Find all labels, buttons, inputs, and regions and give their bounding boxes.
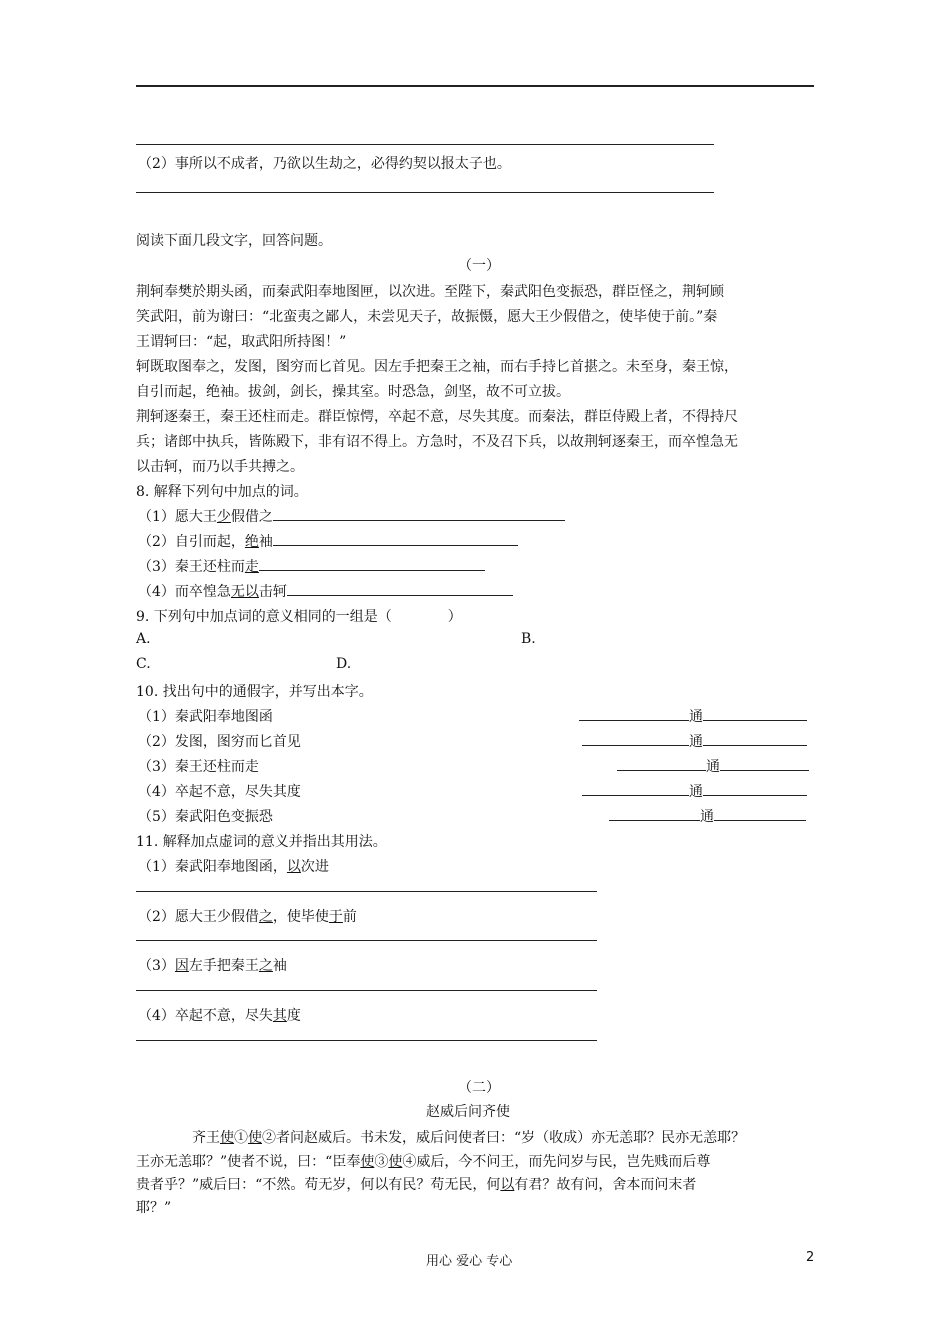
question-8-item-3: （3）秦王还柱而走 [138, 556, 485, 576]
passage-line: 笑武阳，前为谢曰：“北蛮夷之鄙人，未尝见天子，故振慑，愿大王少假借之，使毕使于前。”秦 [136, 309, 718, 325]
question-10-item-1: （1）秦武阳奉地图函 [138, 709, 273, 725]
page-number: 2 [806, 1250, 815, 1265]
dotted-word: 其 [272, 1008, 287, 1024]
answer-blank[interactable] [720, 756, 809, 771]
dotted-word: 因 [174, 958, 189, 974]
question-10-item-3: （3）秦王还柱而走 [138, 759, 259, 775]
answer-line[interactable] [136, 940, 597, 941]
question-11-item-4: （4）卒起不意，尽失其度 [138, 1008, 301, 1024]
dotted-word: 于 [328, 909, 343, 925]
answer-line [136, 144, 714, 145]
tongjia-blank-row: 通 [582, 731, 807, 751]
passage-line: 以击轲，而乃以手共搏之。 [136, 459, 304, 475]
dotted-word: 少 [216, 509, 231, 525]
option-b[interactable]: B. [521, 631, 536, 647]
question-10-stem: 10. 找出句中的通假字，并写出本字。 [136, 684, 373, 700]
passage-2-line-1: 齐王使①使②者问赵威后。书未发，威后问使者曰：“岁（收成）亦无恙耶？民亦无恙耶？ [192, 1130, 746, 1146]
passage-2-line-3: 贵者乎？”威后曰：“不然。苟无岁，何以有民？苟无民，何以有君？故有问，舍本而问末者 [136, 1177, 697, 1193]
dotted-word: 无以 [230, 584, 259, 600]
passage-2-title: 赵威后问齐使 [426, 1104, 510, 1120]
answer-blank[interactable] [579, 706, 689, 721]
answer-line-top [136, 85, 814, 87]
answer-blank[interactable] [259, 556, 485, 571]
answer-blank[interactable] [582, 731, 689, 746]
question-8-item-4: （4）而卒惶急无以击轲 [138, 581, 513, 601]
question-10-item-2: （2）发图，图穷而匕首见 [138, 734, 301, 750]
question-8-item-2: （2）自引而起，绝袖 [138, 531, 518, 551]
tongjia-blank-row: 通 [617, 756, 809, 776]
answer-line[interactable] [136, 891, 597, 892]
answer-blank[interactable] [714, 806, 806, 821]
answer-line[interactable] [136, 1040, 597, 1041]
footer-slogan: 用心 爱心 专心 [426, 1254, 513, 1269]
dotted-word: 使 [360, 1154, 375, 1170]
answer-blank[interactable] [609, 806, 700, 821]
dotted-word: 以 [500, 1177, 515, 1193]
passage-line: 王谓轲曰：“起，取武阳所持图！” [136, 334, 347, 350]
answer-blank[interactable] [273, 506, 565, 521]
dotted-word: 之 [258, 909, 273, 925]
section-1-title: （一） [458, 258, 500, 274]
passage-line: 自引而起，绝袖。拔剑，剑长，操其室。时恐急，剑坚，故不可立拔。 [136, 384, 570, 400]
question-11-item-2: （2）愿大王少假借之，使毕使于前 [138, 909, 357, 925]
answer-line [136, 192, 714, 193]
passage-line: 荆轲奉樊於期头函，而秦武阳奉地图匣，以次进。至陛下，秦武阳色变振恐，群臣怪之，荆轲顾 [136, 284, 724, 300]
dotted-word: 使 [388, 1154, 403, 1170]
dotted-word: 使 [220, 1130, 234, 1146]
question-7-2: （2）事所以不成者，乃欲以生劫之，必得约契以报太子也。 [138, 156, 511, 172]
answer-blank[interactable] [287, 581, 513, 596]
question-11-stem: 11. 解释加点虚词的意义并指出其用法。 [136, 834, 387, 850]
dotted-word: 走 [244, 559, 259, 575]
answer-blank[interactable] [703, 706, 807, 721]
section-2-title: （二） [458, 1080, 500, 1096]
passage-2-line-2: 王亦无恙耶？”使者不说，曰：“臣奉使③使④威后，今不问王，而先问岁与民，岂先贱而后尊 [136, 1154, 711, 1170]
answer-blank[interactable] [617, 756, 706, 771]
question-10-item-5: （5）秦武阳色变振恐 [138, 809, 273, 825]
question-9-stem: 9. 下列句中加点词的意义相同的一组是（ ） [136, 609, 462, 625]
reading-instruction: 阅读下面几段文字，回答问题。 [136, 233, 332, 249]
tongjia-blank-row: 通 [582, 781, 807, 801]
dotted-word: 之 [258, 958, 273, 974]
tongjia-blank-row: 通 [609, 806, 806, 826]
passage-line: 兵；诸郎中执兵，皆陈殿下，非有诏不得上。方急时，不及召下兵，以故荆轲逐秦王，而卒惶急无 [136, 434, 738, 450]
question-10-item-4: （4）卒起不意，尽失其度 [138, 784, 301, 800]
answer-blank[interactable] [273, 531, 518, 546]
answer-line[interactable] [136, 990, 597, 991]
option-d[interactable]: D. [336, 656, 352, 672]
question-8-stem: 8. 解释下列句中加点的词。 [136, 484, 308, 500]
passage-line: 荆轲逐秦王，秦王还柱而走。群臣惊愕，卒起不意，尽失其度。而秦法，群臣侍殿上者，不得持尺 [136, 409, 738, 425]
dotted-word: 以 [286, 859, 301, 875]
tongjia-blank-row: 通 [579, 706, 807, 726]
question-8-item-1: （1）愿大王少假借之 [138, 506, 565, 526]
option-a[interactable]: A. [136, 631, 151, 647]
answer-blank[interactable] [582, 781, 689, 796]
answer-blank[interactable] [703, 731, 807, 746]
question-11-item-1: （1）秦武阳奉地图函，以次进 [138, 859, 329, 875]
dotted-word: 使 [248, 1130, 262, 1146]
option-c[interactable]: C. [136, 656, 151, 672]
passage-2-line-4: 耶？” [136, 1200, 172, 1216]
answer-blank[interactable] [703, 781, 807, 796]
question-11-item-3: （3）因左手把秦王之袖 [138, 958, 287, 974]
dotted-word: 绝 [244, 534, 259, 550]
passage-line: 轲既取图奉之，发图，图穷而匕首见。因左手把秦王之袖，而右手持匕首揕之。未至身，秦王惊， [136, 359, 738, 375]
